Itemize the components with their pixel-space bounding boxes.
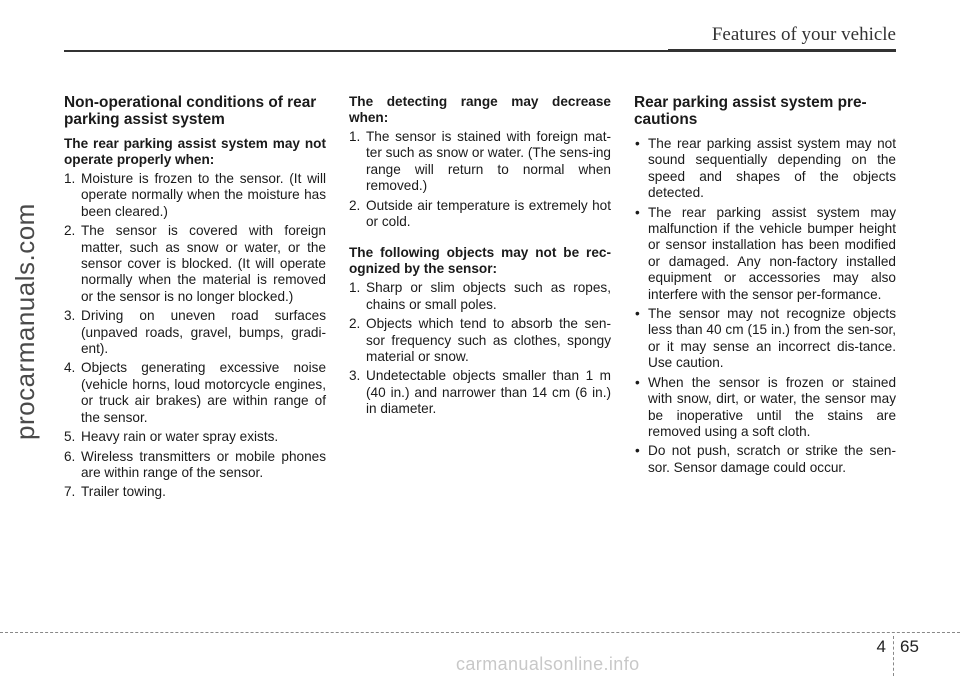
- bullet-icon: •: [635, 204, 640, 220]
- not-recognized-list: [349, 280, 611, 417]
- list-item: 6. Wireless transmitters or mobile phones are within range of the sensor.: [64, 448, 326, 480]
- list-item: • The sensor may not recognize objects less than 40 cm (15 in.) from the sen-sor, or it may sense an incorrect dis-tance. Use caution.: [635, 306, 896, 371]
- list-item: 1. Moisture is frozen to the sensor. (It will operate normally when the moisture has been cleared.): [64, 171, 326, 219]
- column-3: [634, 94, 896, 479]
- subsection-title-detecting-range: The detecting range may decrease when:: [349, 94, 611, 125]
- bullet-icon: •: [635, 443, 640, 459]
- subsection-title-may-not-operate: The rear parking assist system may not operate properly when:: [64, 136, 326, 167]
- list-item: 7. Trailer towing.: [64, 484, 166, 500]
- list-item: 5. Heavy rain or water spray exists.: [64, 429, 279, 445]
- list-item: • Do not push, scratch or strike the sen-sor. Sensor damage could occur.: [635, 443, 896, 475]
- list-item: 1. Sharp or slim objects such as ropes, chains or small poles.: [349, 280, 611, 312]
- list-item: 2. Outside air temperature is extremely hot or cold.: [349, 197, 611, 230]
- list-item: 1. The sensor is stained with foreign mat-ter such as snow or water. (The sens-ing range will return to normal when removed.): [349, 129, 611, 194]
- page-number-separator: [893, 636, 894, 676]
- column-1: [64, 94, 326, 504]
- list-item: 2. Objects which tend to absorb the sen-sor frequency such as clothes, spongy material or snow.: [349, 316, 611, 365]
- bullet-icon: •: [635, 136, 640, 151]
- bullet-icon: •: [635, 374, 640, 390]
- subsection-title-not-recognized: The following objects may not be rec-ognized by the sensor:: [349, 245, 611, 277]
- list-item: 2. The sensor is covered with foreign matter, such as snow or water, or the sensor cover is blocked. (It will operate normally when the material is removed or the sensor is no longer blocked.): [64, 223, 326, 304]
- list-item: • When the sensor is frozen or stained with snow, dirt, or water, the sensor may be inoperative until the stains are removed using a soft cloth.: [635, 374, 896, 439]
- header-rule-accent: [668, 49, 896, 52]
- list-item: • The rear parking assist system may malfunction if the vehicle bumper height or sensor installation has been modified or damaged. Any non-factory installed equipment or accessories may also interfere with the sensor per-formance.: [635, 204, 896, 302]
- footer-rule: [0, 632, 960, 633]
- detecting-range-list: [349, 129, 611, 230]
- list-item: 3. Driving on uneven road surfaces (unpaved roads, gravel, bumps, gradi-ent).: [64, 308, 326, 357]
- list-item: 4. Objects generating excessive noise (vehicle horns, loud motorcycle engines, or truck air brakes) are within range of the sensor.: [64, 360, 326, 425]
- bottom-watermark: carmanualsonline.info: [456, 654, 640, 674]
- bullet-icon: •: [635, 306, 640, 322]
- running-header-title: Features of your vehicle: [711, 24, 896, 45]
- column-2: [349, 94, 611, 421]
- non-operational-list: [64, 171, 326, 501]
- list-item: • The rear parking assist system may not sound sequentially depending on the speed and shapes of the objects detected.: [635, 136, 896, 201]
- list-item: 3. Undetectable objects smaller than 1 m (40 in.) and narrower than 14 cm (6 in.) in diameter.: [349, 368, 611, 417]
- side-watermark: procarmanuals.com: [10, 203, 40, 440]
- precautions-list: [634, 136, 896, 476]
- section-title-precautions: Rear parking assist system pre-cautions: [634, 94, 867, 128]
- page-number: 65: [900, 637, 919, 656]
- chapter-number: 4: [876, 637, 886, 656]
- section-title-non-operational: Non-operational conditions of rear parking assist system: [64, 94, 317, 128]
